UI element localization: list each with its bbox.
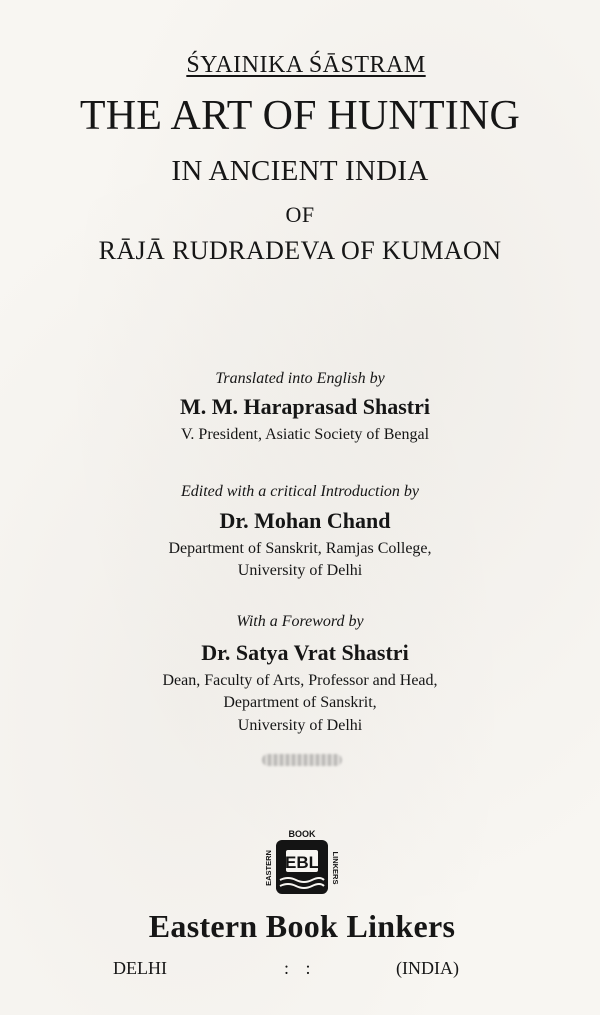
translator-affiliation: V. President, Asiatic Society of Bengal — [180, 426, 430, 443]
subtitle: IN ANCIENT INDIA — [171, 155, 429, 187]
foreword-credit-note: With a Foreword by — [236, 613, 364, 630]
location-separator: : : — [284, 958, 317, 978]
original-author: RĀJĀ RUDRADEVA OF KUMAON — [98, 236, 502, 265]
series-title: ŚYAINIKA ŚĀSTRAM — [186, 52, 426, 78]
editor-name: Dr. Mohan Chand — [219, 508, 391, 533]
foreword-affiliation-line-2: Department of Sanskrit, — [223, 694, 377, 711]
of-word: OF — [285, 202, 315, 227]
logo-center-text: EBL — [285, 853, 319, 872]
publisher-location — [0, 958, 600, 982]
foreword-affiliation-line-3: University of Delhi — [237, 717, 363, 734]
translation-credit-note: Translated into English by — [215, 370, 385, 387]
foreword-author-name: Dr. Satya Vrat Shastri — [201, 640, 409, 665]
editor-credit-note: Edited with a critical Introduction by — [180, 483, 420, 500]
ink-smudge — [262, 754, 342, 766]
publisher-city: DELHI — [113, 958, 167, 978]
logo-left-text: EASTERN — [264, 850, 273, 886]
publisher-name: Eastern Book Linkers — [148, 908, 456, 944]
editor-affiliation-line-1: Department of Sanskrit, Ramjas College, — [168, 540, 432, 557]
foreword-affiliation-line-1: Dean, Faculty of Arts, Professor and Head, — [162, 672, 438, 689]
publisher-country: (INDIA) — [396, 958, 459, 978]
editor-affiliation-line-2: University of Delhi — [237, 562, 363, 579]
logo-right-text: LINKERS — [331, 851, 340, 885]
translator-name: M. M. Haraprasad Shastri — [180, 394, 430, 419]
main-title: THE ART OF HUNTING — [79, 93, 521, 139]
logo-top-text: BOOK — [288, 829, 316, 839]
publisher-logo — [262, 828, 340, 908]
